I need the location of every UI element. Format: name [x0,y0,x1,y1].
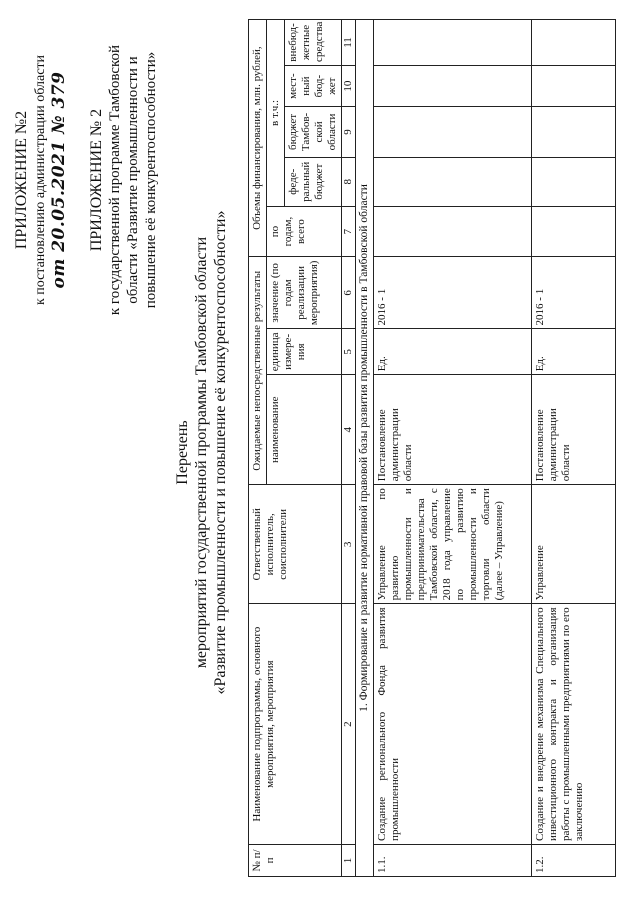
row-name: Создание и внедрение механизма Специального инвестиционного контракта и организация работы с промышленными предприятиями по его заключению [532,604,616,845]
program-appendix-line-2: области «Развитие промышленности и [125,56,141,304]
header-by-year: по годам, всего [267,206,342,256]
row-fin-total [374,206,532,256]
row-unit: Ед. [532,329,616,375]
row-fin-regional [532,107,616,157]
header-extrabudget: внебюд-жетные средства [285,20,342,66]
row-value: 2016 - 1 [374,257,532,329]
row-result-name: Постановление администрации области [374,375,532,485]
title-line-1: Перечень [174,420,191,485]
handwritten-date-number: от 20.05.2021 № 379 [49,71,69,289]
col-num: 6 [342,257,356,329]
document-title [173,0,230,905]
header-result-value: значение (по годам реализации мероприятия) [267,257,342,329]
header-including: в т.ч.: [267,20,285,207]
table-row [374,20,532,877]
header-result-name: наименование [267,375,342,485]
row-fin-federal [374,157,532,206]
row-num: 1.2. [532,844,616,876]
appendix-header [12,0,160,360]
header-local: мест-ный бюд-жет [285,66,342,107]
col-num: 3 [342,485,356,604]
program-appendix-line-1: к государственной программе Тамбовской [107,44,123,316]
header-result-unit: единица измере-ния [267,329,342,375]
section-row [356,20,374,877]
col-num: 5 [342,329,356,375]
column-number-row [342,20,356,877]
row-fin-federal [532,157,616,206]
row-executor: Управление [532,485,616,604]
header-results: Ожидаемые непосредственные результаты [249,257,267,485]
row-result-name: Постановление администрации области [532,375,616,485]
col-num: 10 [342,66,356,107]
row-unit: Ед. [374,329,532,375]
header-executor: Ответственный исполнитель, соисполнители [249,485,342,604]
col-num: 7 [342,206,356,256]
decree-appendix-line: к постановлению администрации области [33,54,48,306]
program-appendix-title: ПРИЛОЖЕНИЕ № 2 [88,108,105,252]
row-fin-regional [374,107,532,157]
header-regional: бюджет Тамбов-ской области [285,107,342,157]
program-appendix-block [87,0,160,360]
col-num: 8 [342,157,356,206]
row-fin-extrabudget [532,20,616,66]
col-num: 2 [342,604,356,845]
col-num: 11 [342,20,356,66]
decree-appendix-block [12,0,69,360]
row-fin-extrabudget [374,20,532,66]
table-row [532,20,616,877]
program-appendix-line-3: повышение её конкурентоспособности» [143,51,159,309]
col-num: 9 [342,107,356,157]
decree-appendix-title: ПРИЛОЖЕНИЕ №2 [13,110,30,250]
header-num: № п/п [249,844,342,876]
row-value: 2016 - 1 [532,257,616,329]
row-name: Создание регионального Фонда развития промышленности [374,604,532,845]
section-title: 1. Формирование и развитие нормативной правовой базы развития промышленности в Тамбовской области [356,20,374,877]
header-federal: феде-ральный бюджет [285,157,342,206]
col-num: 1 [342,844,356,876]
row-fin-total [532,206,616,256]
title-line-2: мероприятий государственной программы Тамбовской области [193,236,210,669]
measures-table [248,19,616,877]
row-num: 1.1. [374,844,532,876]
row-fin-local [374,66,532,107]
header-name: Наименование подпрограммы, основного мероприятия, мероприятия [249,604,342,845]
col-num: 4 [342,375,356,485]
row-fin-local [532,66,616,107]
title-line-3: «Развитие промышленности и повышение её конкурентоспособности» [212,210,229,695]
header-financing: Объемы финансирования, млн. рублей, [249,20,267,257]
row-executor: Управление по развитию промышленности и предпринимательства Тамбовской области, с 2018 года управление по развитию промышленности и торговли области (далее – Управление) [374,485,532,604]
